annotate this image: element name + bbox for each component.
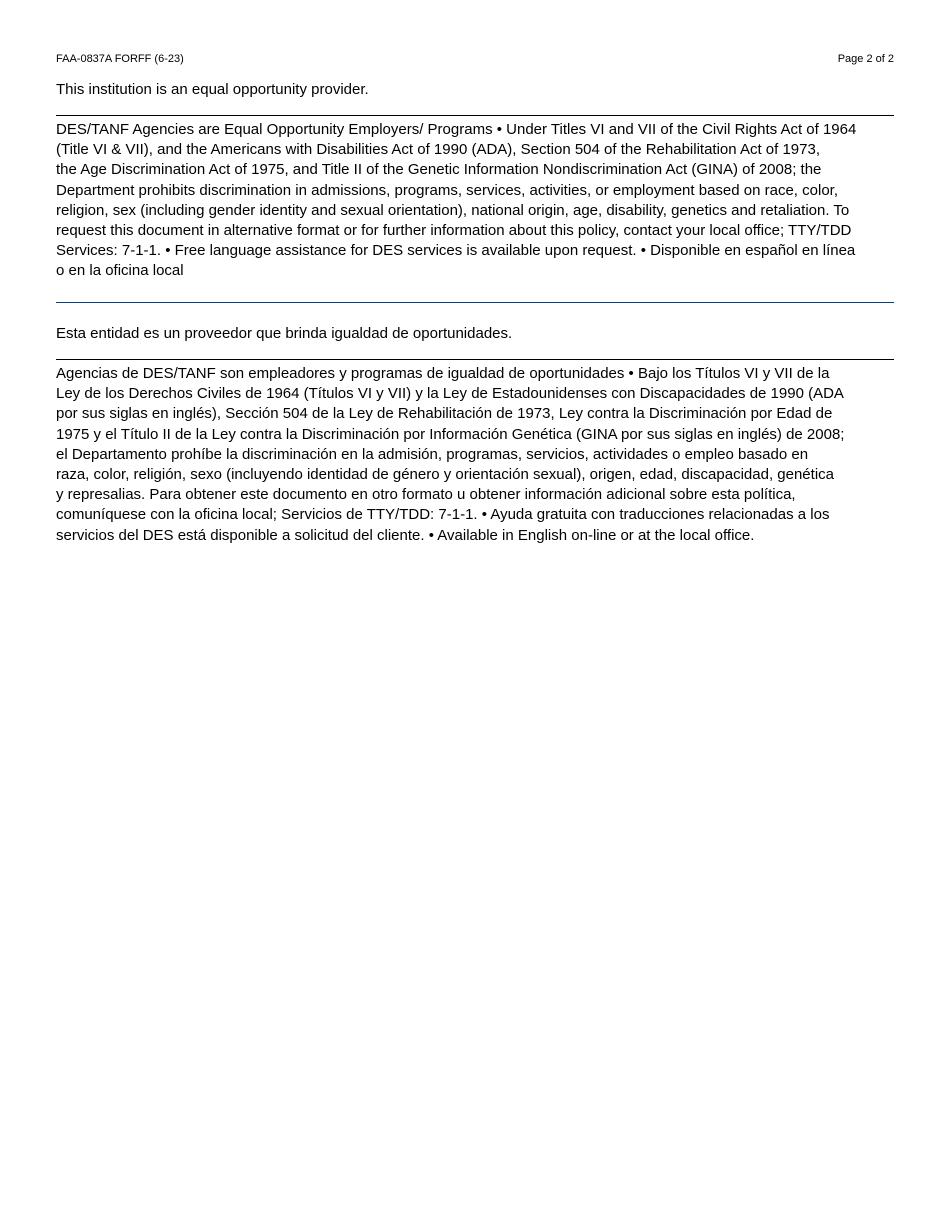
notice-line: DES/TANF Agencies are Equal Opportunity Employers/ Programs • Under Titles VI and VII of the Civil Rights Act of 1964 bbox=[56, 121, 857, 138]
notice-line: por sus siglas en inglés), Sección 504 de la Ley de Rehabilitación de 1973, Ley contra la Discriminación por Edad de bbox=[56, 405, 833, 423]
notice-line: Agencias de DES/TANF son empleadores y programas de igualdad de oportunidades • Bajo los Títulos VI y VII de la bbox=[56, 365, 830, 382]
equal-opportunity-statement-english: This institution is an equal opportunity provider. bbox=[56, 81, 369, 98]
notice-line: raza, color, religión, sexo (incluyendo identidad de género y orientación sexual), origen, edad, discapacidad, genética bbox=[56, 466, 834, 484]
notice-line: (Title VI & VII), and the Americans with Disabilities Act of 1990 (ADA), Section 504 of the Rehabilitation Act of 1973, bbox=[56, 141, 821, 159]
notice-line: request this document in alternative format or for further information about this policy, contact your local office; TTY/TDD bbox=[56, 222, 852, 240]
notice-line: servicios del DES está disponible a solicitud del cliente. • Available in English on-line or at the local office. bbox=[56, 526, 755, 544]
equal-opportunity-statement-spanish: Esta entidad es un proveedor que brinda igualdad de oportunidades. bbox=[56, 325, 513, 342]
notice-line: o en la oficina local bbox=[56, 262, 184, 280]
divider bbox=[56, 359, 894, 360]
notice-line: Ley de los Derechos Civiles de 1964 (Títulos VI y VII) y la Ley de Estadounidenses con Discapacidades de 1990 (ADA bbox=[56, 385, 844, 403]
notice-line: Services: 7-1-1. • Free language assistance for DES services is available upon request. • Disponible en español en línea bbox=[56, 242, 856, 260]
nondiscrimination-notice-english bbox=[56, 120, 901, 282]
notice-line: el Departamento prohíbe la discriminación en la admisión, programas, servicios, actividades o empleo basado en bbox=[56, 445, 809, 463]
notice-line: comuníquese con la oficina local; Servicios de TTY/TDD: 7-1-1. • Ayuda gratuita con traducciones relacionadas a los bbox=[56, 506, 830, 524]
notice-line: y represalias. Para obtener este documento en otro formato u obtener información adicional sobre esta política, bbox=[56, 486, 796, 504]
divider bbox=[56, 115, 894, 116]
page-number: Page 2 of 2 bbox=[837, 53, 894, 65]
notice-line: 1975 y el Título II de la Ley contra la Discriminación por Información Genética (GINA por sus siglas en inglés) de 2008; bbox=[56, 425, 845, 443]
form-id: FAA-0837A FORFF (6-23) bbox=[56, 53, 184, 65]
notice-line: religion, sex (including gender identity and sexual orientation), national origin, age, disability, genetics and retaliation. To bbox=[56, 201, 850, 219]
section-divider bbox=[56, 302, 894, 303]
notice-line: the Age Discrimination Act of 1975, and Title II of the Genetic Information Nondiscrimination Act (GINA) of 2008; the bbox=[56, 161, 822, 179]
notice-line: Department prohibits discrimination in admissions, programs, services, activities, or employment based on race, color, bbox=[56, 181, 838, 199]
nondiscrimination-notice-spanish bbox=[56, 364, 901, 546]
